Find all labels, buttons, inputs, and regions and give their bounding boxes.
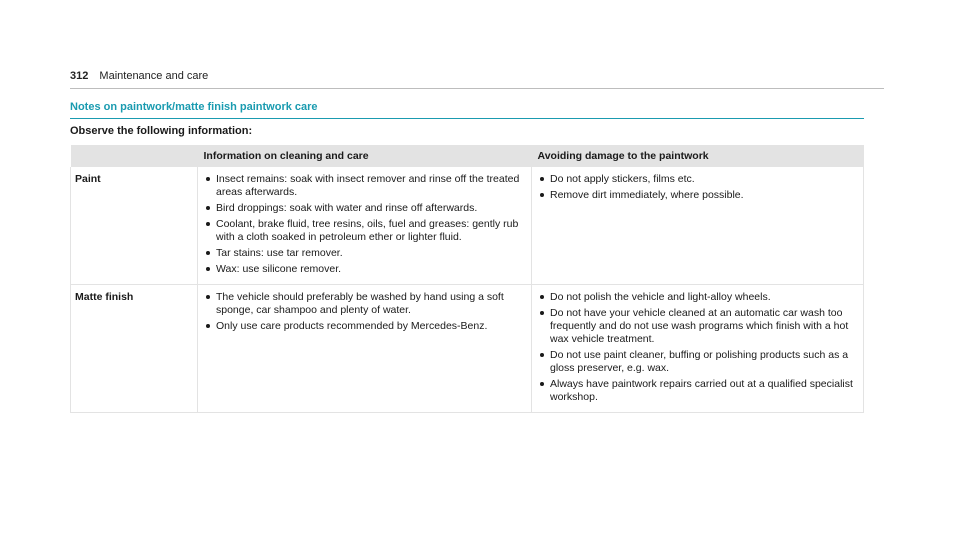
bullet-icon bbox=[206, 295, 210, 299]
bullet-icon bbox=[206, 251, 210, 255]
list-item: The vehicle should preferably be washed by hand using a soft sponge, car shampoo and plenty of water. bbox=[204, 291, 525, 317]
list-item: Coolant, brake fluid, tree resins, oils, fuel and greases: gently rub with a cloth soaked in petroleum ether or lighter fluid. bbox=[204, 218, 525, 244]
bullet-icon bbox=[540, 382, 544, 386]
list-item: Do not use paint cleaner, buffing or polishing products such as a gloss preserver, e.g. wax. bbox=[538, 349, 857, 375]
list-item: Do not apply stickers, films etc. bbox=[538, 173, 857, 186]
bullet-list bbox=[204, 291, 525, 333]
bullet-icon bbox=[206, 324, 210, 328]
avoiding-cell bbox=[532, 167, 864, 285]
row-label-matte-finish: Matte finish bbox=[71, 285, 198, 413]
intro-text: Observe the following information: bbox=[70, 125, 253, 137]
cleaning-cell bbox=[198, 285, 532, 413]
table-row bbox=[71, 285, 864, 413]
bullet-list bbox=[538, 291, 857, 404]
column-header-empty bbox=[71, 145, 198, 167]
care-table bbox=[70, 145, 864, 413]
list-item: Always have paintwork repairs carried out at a qualified specialist workshop. bbox=[538, 378, 857, 404]
list-item: Bird droppings: soak with water and rinse off afterwards. bbox=[204, 202, 525, 215]
bullet-icon bbox=[206, 206, 210, 210]
bullet-icon bbox=[540, 311, 544, 315]
bullet-icon bbox=[540, 177, 544, 181]
bullet-icon bbox=[206, 222, 210, 226]
column-header-cleaning: Information on cleaning and care bbox=[198, 145, 532, 167]
page-number: 312 bbox=[70, 70, 89, 82]
bullet-list bbox=[538, 173, 857, 202]
list-item: Do not have your vehicle cleaned at an automatic car wash too frequently and do not use wash programs which finish with a hot wax vehicle treatment. bbox=[538, 307, 857, 346]
row-label-paint: Paint bbox=[71, 167, 198, 285]
list-item: Insect remains: soak with insect remover and rinse off the treated areas afterwards. bbox=[204, 173, 525, 199]
section-name: Maintenance and care bbox=[99, 70, 209, 82]
bullet-icon bbox=[540, 295, 544, 299]
list-item: Do not polish the vehicle and light-alloy wheels. bbox=[538, 291, 857, 304]
bullet-icon bbox=[206, 177, 210, 181]
column-header-avoiding: Avoiding damage to the paintwork bbox=[532, 145, 864, 167]
header-divider bbox=[70, 88, 884, 89]
table-row bbox=[71, 167, 864, 285]
list-item: Tar stains: use tar remover. bbox=[204, 247, 525, 260]
avoiding-cell bbox=[532, 285, 864, 413]
list-item: Remove dirt immediately, where possible. bbox=[538, 189, 857, 202]
bullet-icon bbox=[540, 353, 544, 357]
list-item: Wax: use silicone remover. bbox=[204, 263, 525, 276]
bullet-list bbox=[204, 173, 525, 276]
bullet-icon bbox=[206, 267, 210, 271]
page-header bbox=[70, 70, 208, 82]
list-item: Only use care products recommended by Mercedes-Benz. bbox=[204, 320, 525, 333]
section-title: Notes on paintwork/matte finish paintwork care bbox=[70, 101, 318, 113]
bullet-icon bbox=[540, 193, 544, 197]
section-title-divider bbox=[70, 118, 864, 119]
table-header-row bbox=[71, 145, 864, 167]
cleaning-cell bbox=[198, 167, 532, 285]
